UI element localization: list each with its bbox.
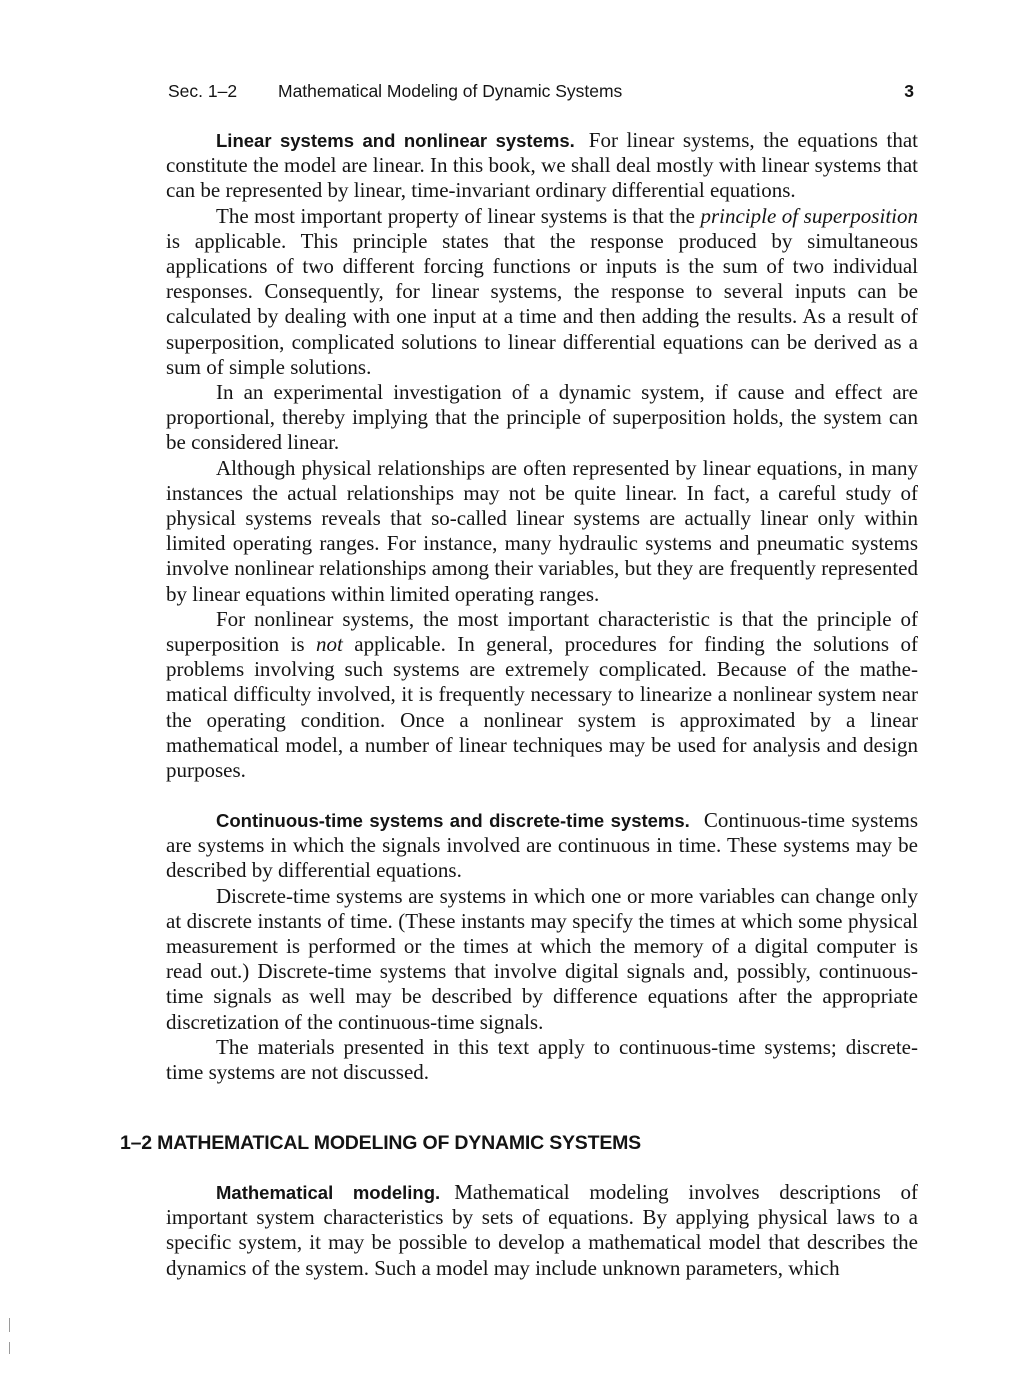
emphasis-text: principle of superposition (700, 203, 918, 228)
paragraph (166, 808, 918, 884)
paragraph (166, 1180, 918, 1281)
scan-mark (9, 1342, 10, 1354)
paragraph-text: The materials presented in this text apply to continuous-time systems; discrete-time systems are not discussed. (166, 1034, 918, 1085)
paragraph-text: For nonlinear systems, the most important characteristic is that the principle of superposition is (166, 606, 918, 657)
page-number: 3 (904, 81, 914, 101)
paragraph-text: In an experimental investigation of a dynamic system, if cause and effect are proportional, thereby implying that the principle of superposition holds, the system can be considered linear. (166, 380, 918, 455)
emphasis-text: not (316, 632, 343, 657)
paragraph (166, 1035, 918, 1085)
paragraph (166, 607, 918, 783)
mathematical-modeling-block (166, 1180, 918, 1281)
paragraph (166, 456, 918, 607)
section-heading: 1–2 MATHEMATICAL MODELING OF DYNAMIC SYSTEMS (120, 1132, 641, 1154)
chapter-title: Mathematical Modeling of Dynamic Systems (278, 81, 623, 101)
continuous-time-block (166, 808, 918, 1085)
paragraph-text: Continuous-time systems are systems in which the signals involved are continuous in time. These systems may be described by differential equations. (166, 808, 918, 883)
paragraph-text: Mathematical modeling involves descriptions of important system characteristics by sets of equations. By applying physical laws to a specific system, it may be possible to develop a mathematical model that describes the dynamics of the system. Such a model may include unknown parameters, which (166, 1180, 918, 1280)
paragraph (166, 204, 918, 380)
scan-mark (9, 1318, 10, 1332)
paragraph-text: applicable. In general, procedures for finding the solutions of problems involving such systems are extremely complicated. Because of the mathematical difficulty involved, it is frequently necessary to linearize a nonlinear system near the operating condition. Once a nonlinear system is approximated by a linear mathematical model, a number of linear techniques may be used for analysis and design purposes. (166, 632, 918, 783)
paragraph-text: is applicable. This principle states that the response produced by simultaneous applications of two different forcing functions or inputs is the sum of two individual responses. Consequently, for linear systems, the response to several inputs can be calculated by dealing with one input at a time and then adding the results. As a result of superposition, complicated solutions to linear differential equations can be derived as a sum of simple solutions. (166, 228, 918, 379)
paragraph (166, 380, 918, 456)
subsection-heading-linear: Linear systems and nonlinear systems. (216, 130, 575, 151)
paragraph-text: Although physical relationships are often represented by linear equations, in many instances the actual relationships may not be quite linear. In fact, a careful study of physical systems reveals that so-called linear systems are actually linear only within limited operating ranges. For instance, many hydraulic systems and pneumatic systems involve nonlinear relationships among their variables, but they are frequently represented by linear equations within limited operating ranges. (166, 455, 918, 606)
subsection-heading-continuous: Continuous-time systems and discrete-time systems. (216, 810, 690, 831)
subsection-heading-modeling: Mathematical modeling. (216, 1182, 441, 1203)
paragraph-text: For linear systems, the equations that constitute the model are linear. In this book, we shall deal mostly with linear systems that can be represented by linear, time-invariant ordinary differential equations. (166, 128, 918, 203)
paragraph-text: Discrete-time systems are systems in which one or more variables can change only at discrete instants of time. (These instants may specify the times at which some physical measurement is performed or the times at which the memory of a digital computer is read out.) Discrete-time systems that involve digital signals and, possibly, continuous-time signals as well may be described by difference equations after the appropriate discretization of the continuous-time signals. (166, 883, 918, 1034)
paragraph (166, 884, 918, 1035)
linear-systems-block (166, 128, 918, 783)
paragraph-text: The most important property of linear systems is that the (216, 203, 701, 228)
section-number: Sec. 1–2 (168, 81, 238, 101)
paragraph (166, 128, 918, 204)
running-head (168, 79, 916, 103)
